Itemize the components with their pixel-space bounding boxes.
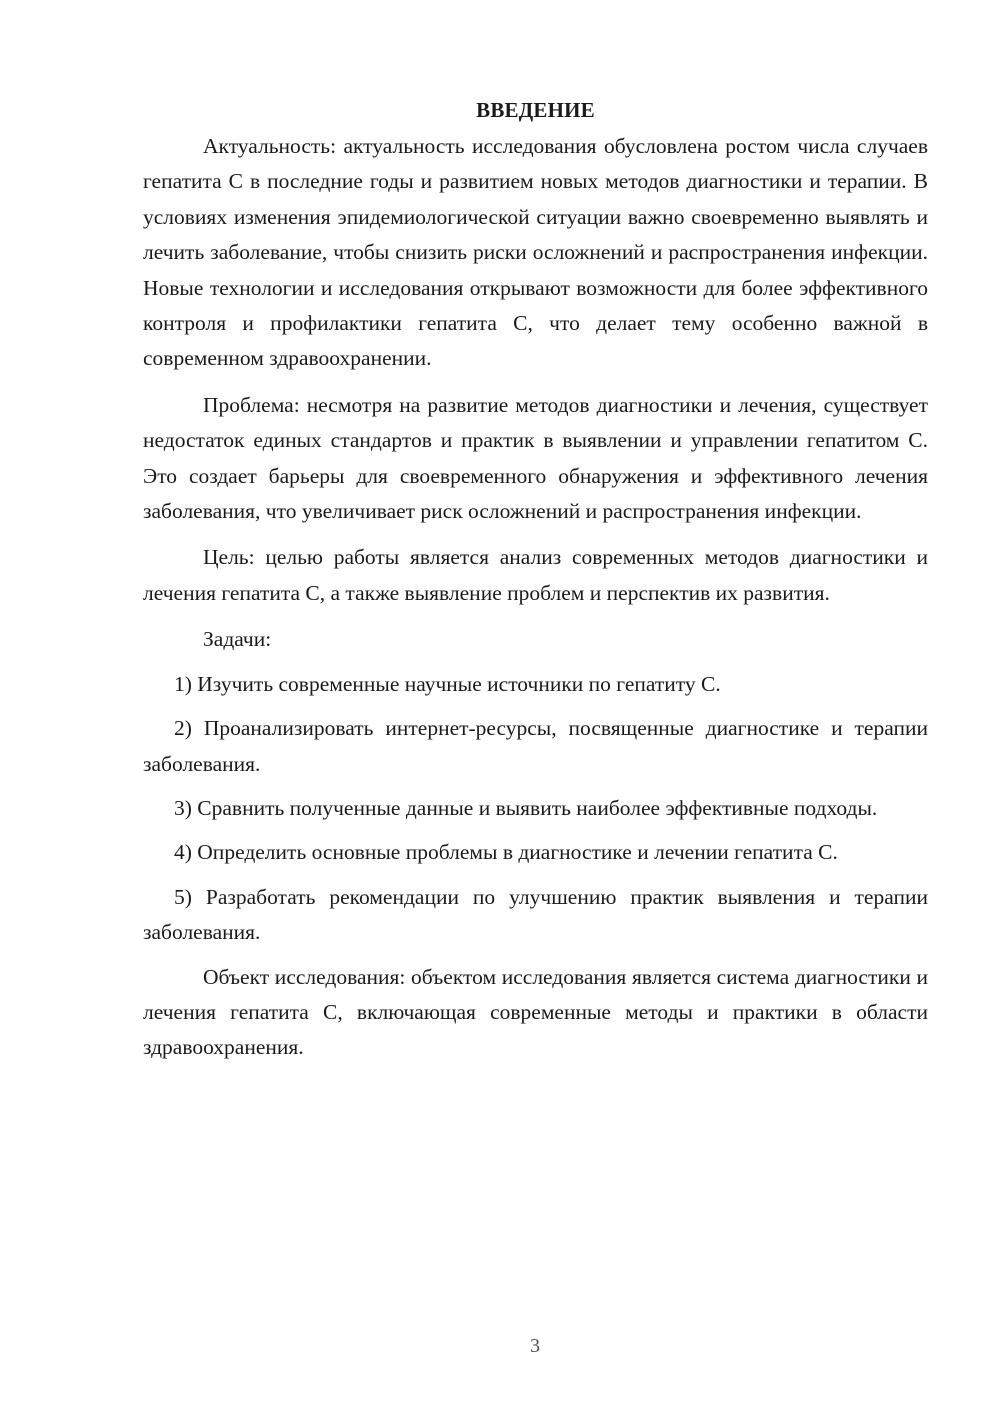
tasks-title: Задачи:	[203, 627, 272, 652]
task-item: 4) Определить основные проблемы в диагностике и лечении гепатита С.	[174, 840, 838, 865]
task-item: 1) Изучить современные научные источники по гепатиту С.	[174, 671, 721, 696]
section-heading: ВВЕДЕНИЕ	[476, 98, 595, 122]
problem-paragraph: Проблема: несмотря на развитие методов диагностики и лечения, существует недостаток единых стандартов и практик в выявлении и управлении гепатитом С. Это создает барьеры для своевременного обнаружения и эффективного лечения заболевания, что увеличивает риск осложнений и распространения инфекции.	[143, 392, 928, 524]
goal-paragraph: Цель: целью работы является анализ современных методов диагностики и лечения гепатита С, а также выявление проблем и перспектив их развития.	[143, 545, 928, 605]
task-item: 5) Разработать рекомендации по улучшению практик выявления и терапии заболевания.	[143, 884, 928, 945]
object-paragraph: Объект исследования: объектом исследования является система диагностики и лечения гепатита С, включающая современные методы и практики в области здравоохранения.	[143, 964, 928, 1060]
task-item: 2) Проанализировать интернет-ресурсы, посвященные диагностике и терапии заболевания.	[143, 716, 928, 776]
document-body	[143, 93, 928, 1077]
page-number: 3	[530, 1335, 540, 1357]
task-item: 3) Сравнить полученные данные и выявить наиболее эффективные подходы.	[174, 795, 878, 820]
relevance-paragraph: Актуальность: актуальность исследования обусловлена ростом числа случаев гепатита С в последние годы и развитием новых методов диагностики и терапии. В условиях изменения эпидемиологической ситуации важно своевременно выявлять и лечить заболевание, чтобы снизить риски осложнений и распространения инфекции. Новые технологии и исследования открывают возможности для более эффективного контроля и профилактики гепатита С, что делает тему особенно важной в современном здравоохранении.	[143, 134, 928, 371]
